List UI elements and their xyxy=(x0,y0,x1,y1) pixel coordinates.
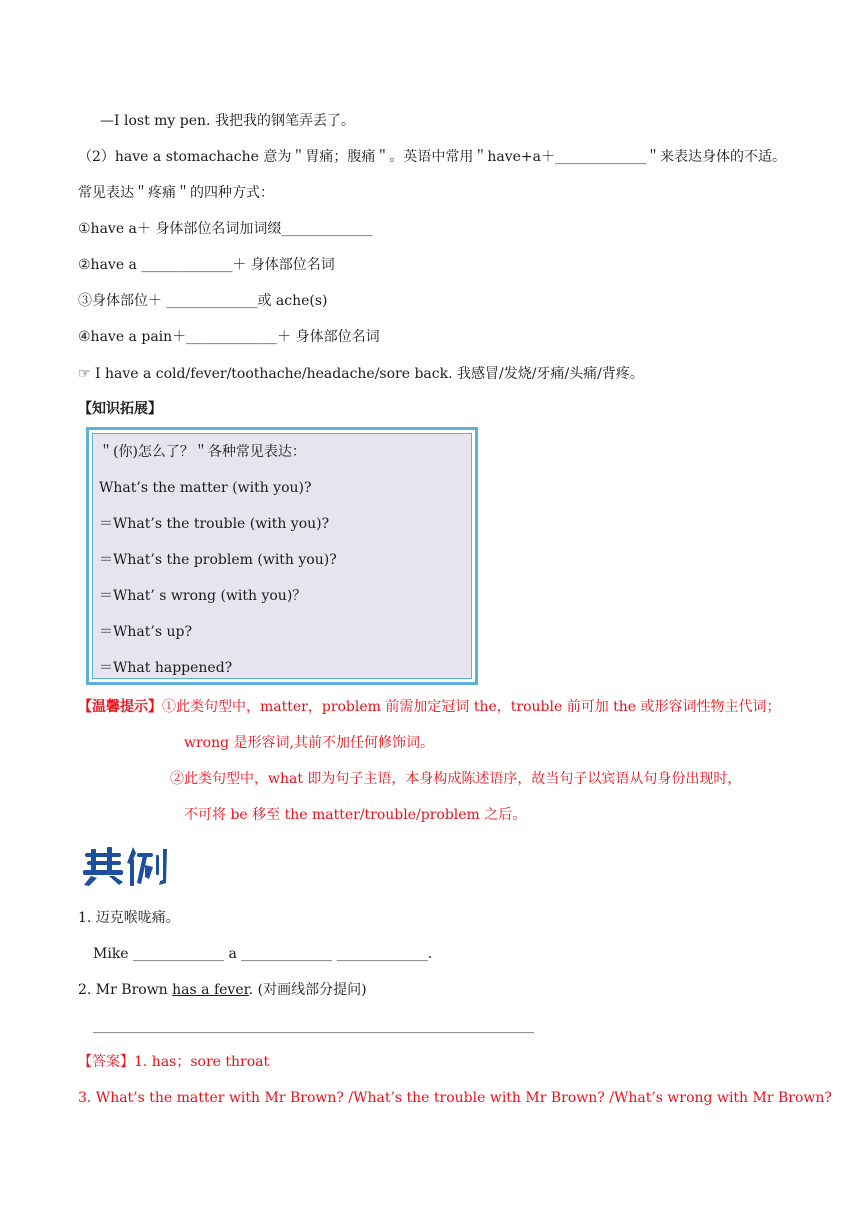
pain-expression-2: ②have a _____________＋ 身体部位名词 xyxy=(78,257,335,273)
answer-line-1: 【答案】1. has；sore throat xyxy=(78,1054,270,1070)
exercise-2-prompt xyxy=(78,980,367,1000)
exercise-1-blanks: Mike _____________ a _____________ _____________. xyxy=(93,946,433,962)
box-line-happened: ＝What happened? xyxy=(99,660,233,676)
pain-expression-4: ④have a pain＋_____________＋ 身体部位名词 xyxy=(78,329,380,345)
tip-line-4: 不可将 be 移至 the matter/trouble/problem 之后。 xyxy=(184,807,527,823)
exercise-2-answer-line: _______________________________________________________________ xyxy=(93,1018,534,1034)
box-line-wrong: ＝What’ s wrong (with you)？ xyxy=(99,588,307,604)
tip-line-2: wrong 是形容词,其前不加任何修饰词。 xyxy=(184,735,434,751)
box-line-up: ＝What’s up? xyxy=(99,624,192,640)
box-line-problem: ＝What’s the problem (with you)? xyxy=(99,552,337,568)
stomachache-explanation: （2）have a stomachache 意为＂胃痛；腹痛＂。英语中常用＂have+a＋_____________＂来表达身体的不适。 xyxy=(78,149,787,165)
tip-line-3: ②此类句型中，what 即为句子主语，本身构成陈述语序，故当句子以宾语从句身份出现时， xyxy=(170,771,742,787)
exercise-1-prompt: 1. 迈克喉咙痛。 xyxy=(78,910,180,926)
exercise-2-suffix: . (对画线部分提问) xyxy=(248,982,367,998)
pain-expressions-heading: 常见表达＂疼痛＂的四种方式： xyxy=(78,185,274,201)
example-with-pointer: ☞ I have a cold/fever/toothache/headache/sore back. 我感冒/发烧/牙痛/头痛/背疼。 xyxy=(78,366,644,382)
knowledge-extension-heading: 【知识拓展】 xyxy=(78,401,162,417)
pain-expression-3: ③身体部位＋ _____________或 ache(s) xyxy=(78,293,328,309)
typical-example-logo xyxy=(79,843,171,889)
box-line-matter: What’s the matter (with you)? xyxy=(99,480,312,496)
tip-line-1 xyxy=(78,697,781,717)
example-sentence: —I lost my pen. 我把我的钢笔弄丢了。 xyxy=(100,113,355,129)
exercise-2-underlined: has a fever xyxy=(172,982,249,998)
tip-text-1: ①此类句型中，matter，problem 前需加定冠词 the，trouble 前可加 the 或形容词性物主代词； xyxy=(162,699,781,715)
answer-line-2: 3. What’s the matter with Mr Brown? /What’s the trouble with Mr Brown? /What’s wrong with Mr Brown? xyxy=(78,1090,832,1106)
extension-box-inner xyxy=(92,433,472,679)
exercise-2-prefix: 2. Mr Brown xyxy=(78,982,173,998)
pain-expression-1: ①have a＋ 身体部位名词加词缀_____________ xyxy=(78,221,373,237)
box-line-intro: ＂(你)怎么了？＂各种常见表达： xyxy=(99,444,306,460)
box-line-trouble: ＝What’s the trouble (with you)? xyxy=(99,516,330,532)
tip-label: 【温馨提示】 xyxy=(78,699,162,715)
extension-box xyxy=(86,427,478,685)
